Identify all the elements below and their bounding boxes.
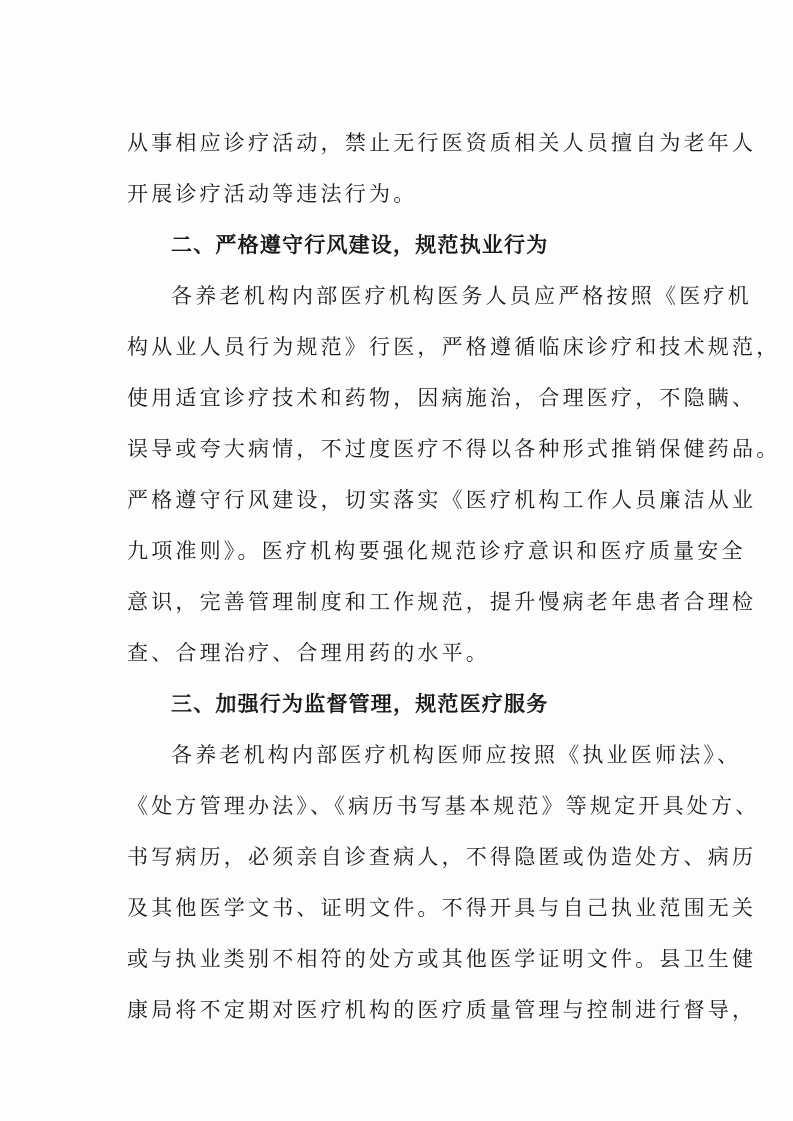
document-body xyxy=(127,118,781,1036)
paragraph-1 xyxy=(127,118,757,220)
text-line: 及其他医学文书、证明文件。不得开具与自己执业范围无关 xyxy=(127,896,757,920)
text-line: 严格遵守行风建设，切实落实《医疗机构工作人员廉洁从业 xyxy=(127,488,757,512)
text-line: 康局将不定期对医疗机构的医疗质量管理与控制进行督导， xyxy=(127,998,757,1022)
text-line: 《处方管理办法》、《病历书写基本规范》等规定开具处方、 xyxy=(127,794,760,818)
text-line: 书写病历，必须亲自诊查病人，不得隐匿或伪造处方、病历 xyxy=(127,845,757,869)
text-line: 各养老机构内部医疗机构医务人员应严格按照《医疗机 xyxy=(171,284,752,308)
text-line: 开展诊疗活动等违法行为。 xyxy=(127,182,418,206)
text-line: 九项准则》。医疗机构要强化规范诊疗意识和医疗质量安全 xyxy=(127,539,746,563)
text-line: 各养老机构内部医疗机构医师应按照《执业医师法》、 xyxy=(171,743,742,767)
text-line: 查、合理治疗、合理用药的水平。 xyxy=(127,641,490,665)
text-line: 误导或夸大病情，不过度医疗不得以各种形式推销保健药品。 xyxy=(127,437,781,461)
section-2 xyxy=(127,220,781,679)
section-3 xyxy=(127,679,760,1036)
text-line: 意识，完善管理制度和工作规范，提升慢病老年患者合理检 xyxy=(127,590,757,614)
text-line: 构从业人员行为规范》行医，严格遵循临床诊疗和技术规范， xyxy=(127,335,781,359)
text-line: 或与执业类别不相符的处方或其他医学证明文件。县卫生健 xyxy=(127,947,757,971)
section-2-heading: 二、严格遵守行风建设，规范执业行为 xyxy=(171,233,549,257)
text-line: 使用适宜诊疗技术和药物，因病施治，合理医疗，不隐瞒、 xyxy=(127,386,757,410)
text-line: 从事相应诊疗活动，禁止无行医资质相关人员擅自为老年人 xyxy=(127,131,757,155)
section-3-heading: 三、加强行为监督管理，规范医疗服务 xyxy=(171,692,549,716)
